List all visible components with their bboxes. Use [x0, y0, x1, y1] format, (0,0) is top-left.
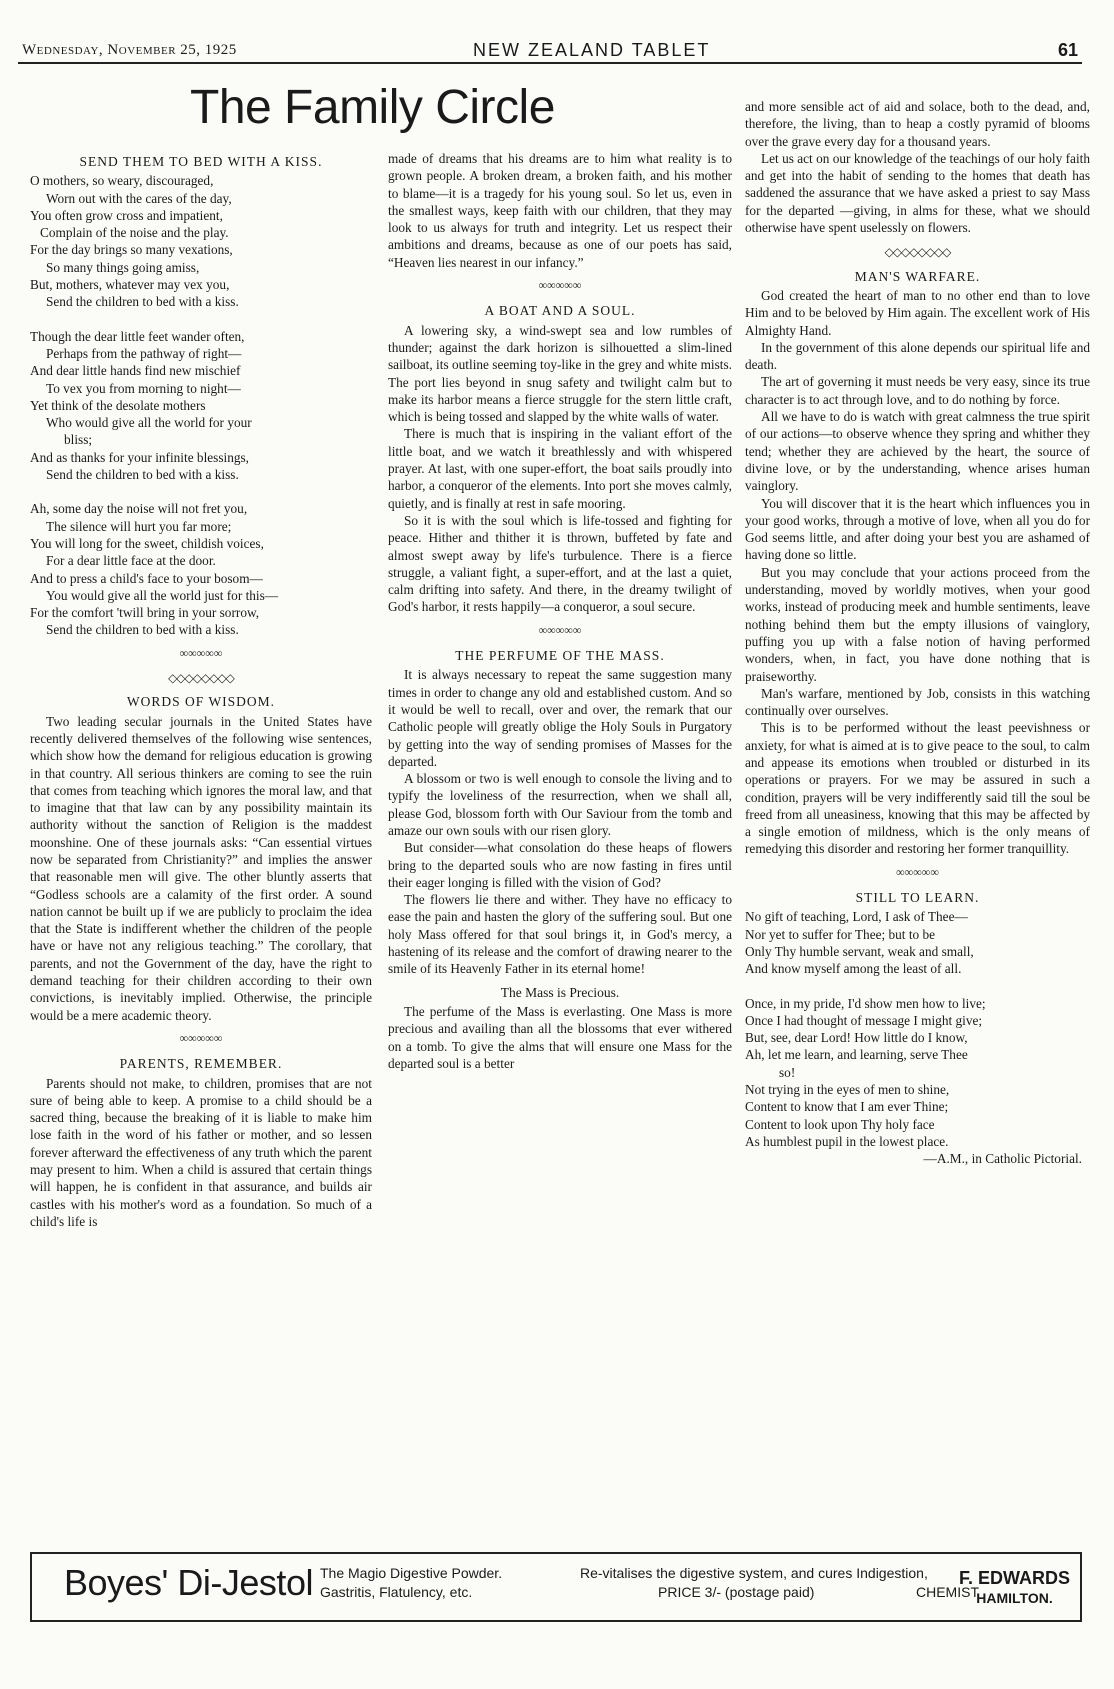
ad-brand: Boyes' Di-Jestol [64, 1562, 313, 1603]
stanza-gap [30, 311, 372, 328]
poem-line: And to press a child's face to your bosom— [30, 570, 263, 586]
article-title-wisdom: WORDS OF WISDOM. [126, 694, 276, 710]
ad-price: PRICE 3/- (postage paid) [658, 1584, 815, 1600]
article-paragraph: The perfume of the Mass is everlasting. One Mass is more precious and availing than all the blossoms that ever withered on a tomb. To give the alms that will ensure one Mass for the departed soul is a better [388, 1003, 732, 1071]
ornament-divider: ∞∞∞∞∞ [896, 864, 939, 879]
ornament-divider: ∞∞∞∞∞ [179, 645, 223, 660]
continued-text: made of dreams that his dreams are to him what reality is to grown people. A broken dream, a broken faith, and his mother to blame—it is a tragedy for his young soul. So let us, even in the smallest ways, keep faith with our children, that they may look to us always for truth and integrity. Let us respect their ambitions and dreams, because as one of our poets has said, “Heaven lies nearest in our infancy.” [388, 151, 732, 270]
stanza-gap [745, 978, 1090, 995]
poem-line: Ah, let me learn, and learning, serve Thee [745, 1047, 968, 1063]
article-paragraph: The art of governing it must needs be very easy, since its true character is to act through love, and to do nothing by force. [745, 374, 1090, 407]
advertisement [30, 1552, 1082, 1622]
poem-line: You would give all the world just for this— [46, 587, 279, 603]
ad-claim-line: Re-vitalises the digestive system, and cures Indigestion, [580, 1565, 928, 1581]
poem-line: Ah, some day the noise will not fret you, [30, 501, 248, 517]
article-paragraph: A blossom or two is well enough to console the living and to typify the loveliness of the resurrection, when we shall all, please God, blossom forth with Our Saviour from the tomb and amaze our own souls with our risen glory. [388, 771, 732, 838]
poem-line: Perhaps from the pathway of right— [46, 345, 242, 361]
poem-line: Yet think of the desolate mothers [30, 397, 206, 413]
ornament-diamonds: ◇◇◇◇◇◇◇◇ [884, 245, 951, 260]
ornament-divider: ∞∞∞∞∞ [538, 622, 582, 637]
poem-send-them-to-bed [30, 172, 372, 638]
page-number: 61 [1057, 40, 1078, 60]
stanza-gap [30, 483, 372, 500]
poem-title: SEND THEM TO BED WITH A KISS. [79, 154, 323, 169]
column-3 [745, 98, 1090, 1168]
ad-description [320, 1564, 502, 1602]
page-header [18, 38, 1082, 64]
poem-line: Nor yet to suffer for Thee; but to be [745, 926, 936, 942]
poem-line: so! [779, 1064, 796, 1080]
poem-line: Send the children to bed with a kiss. [46, 294, 239, 310]
poem-line: You will long for the sweet, childish voices, [30, 535, 264, 551]
ad-chemist-label: CHEMIST [916, 1584, 979, 1600]
column-1 [30, 150, 372, 1230]
article-paragraph: It is always necessary to repeat the same suggestion many times in order to change any old and established custom. And so it would be well to recall, over and over, the remark that our Catholic people will greatly oblige the Holy Souls in Purgatory by getting into the way of sending promises of Masses for the departed. [388, 667, 732, 769]
article-paragraph: God created the heart of man to no other end than to love Him and to be beloved by Him again. The excellent work of His Almighty Hand. [745, 287, 1090, 338]
poem-line: The silence will hurt you far more; [46, 518, 232, 534]
article-paragraph: You will discover that it is the heart which influences you in your good works, through a motive of love, when all you do for God seems little, and after doing your best you are ashamed of having done so little. [745, 495, 1090, 563]
ornament-divider: ∞∞∞∞∞ [538, 278, 582, 293]
article-title-parents: PARENTS, REMEMBER. [119, 1056, 283, 1072]
ad-desc-line: The Magio Digestive Powder. [320, 1565, 503, 1581]
poem-line: Once, in my pride, I'd show men how to live; [745, 995, 986, 1011]
poem-line: Content to look upon Thy holy face [745, 1116, 935, 1132]
ad-merchant [959, 1568, 1070, 1608]
poem-line: Send the children to bed with a kiss. [46, 622, 239, 638]
article-paragraph: Let us act on our knowledge of the teachings of our holy faith and get into the habit of sending to the homes that death has saddened the assurance that we have asked a priest to say Mass for the departed —giving, in alms for these, what we should otherwise have spent uselessly on flowers. [745, 150, 1090, 236]
poem-line: Once I had thought of message I might give; [745, 1012, 983, 1028]
article-text-parents: Parents should not make, to children, promises that are not sure of being able to keep. A promise to a child should be a sacred thing, because the breaking of it is liable to make him lose faith in the word of his father or mother, and so lessen forever afterward the effectiveness of any truth which the parent may present to him. When a child is assured that certain things will happen, he is confident in that assurance, and builds air castles with his mother's word as a foundation. So much of a child's life is [30, 1075, 372, 1229]
poem-line: But, mothers, whatever may vex you, [30, 277, 230, 293]
poem-line: No gift of teaching, Lord, I ask of Thee— [745, 909, 968, 925]
poem-line: Content to know that I am ever Thine; [745, 1099, 949, 1115]
poem-line: Complain of the noise and the play. [40, 225, 229, 241]
article-title-boat: A BOAT AND A SOUL. [484, 303, 636, 319]
ornament-diamonds: ◇◇◇◇◇◇◇◇ [168, 671, 234, 686]
poem-line: You often grow cross and impatient, [30, 207, 223, 223]
article-paragraph: There is much that is inspiring in the valiant effort of the little boat, and we watch it breathlessly and with whispered prayer. At last, with one super-effort, the boat sails proudly into harbor, a conqueror of the elements. Into port she moves calmly, quietly, and is finally at rest in safe mooring. [388, 426, 732, 511]
masthead: NEW ZEALAND TABLET [473, 40, 711, 60]
article-title-mass: THE PERFUME OF THE MASS. [455, 648, 665, 664]
poem-title-learn: STILL TO LEARN. [855, 890, 980, 906]
issue-date: Wednesday, November 25, 1925 [22, 42, 237, 58]
poem-attribution: —A.M., in Catholic Pictorial. [923, 1151, 1082, 1167]
section-title: The Family Circle [190, 81, 555, 134]
poem-line: For a dear little face at the door. [46, 553, 216, 569]
continued-text: and more sensible act of aid and solace, both to the dead, and, therefore, the living, than to heap a costly pyramid of blooms over the grave every day for a thousand years. [745, 99, 1090, 149]
poem-line: For the comfort 'twill bring in your sorrow, [30, 605, 260, 621]
article-paragraph: A lowering sky, a wind-swept sea and low rumbles of thunder; against the dark horizon is silhouetted a slim-lined sailboat, its outline seeming toy-like in the grey and white mists. The port lies beyond in snug safety and twilight calm but to make its harbor means a fierce struggle for the stern little craft, which is being tossed and slapped by the white walls of water. [388, 322, 732, 425]
poem-line: Worn out with the cares of the day, [46, 190, 232, 206]
ornament-divider: ∞∞∞∞∞ [179, 1030, 223, 1045]
poem-line: But, see, dear Lord! How little do I know, [745, 1030, 968, 1046]
ad-desc-line: Gastritis, Flatulency, etc. [320, 1584, 473, 1600]
poem-line: Send the children to bed with a kiss. [46, 467, 239, 483]
ad-merchant-town: HAMILTON. [976, 1590, 1053, 1606]
poem-line: To vex you from morning to night— [46, 380, 241, 396]
article-paragraph: But consider—what consolation do these heaps of flowers bring to the departed souls who are now fasting in fires until their eager longing is filled with the vision of God? [388, 840, 732, 890]
article-paragraph: But you may conclude that your actions proceed from the understanding, moved by worldly motives, when your good works, instead of producing meek and humble sentiments, leave nothing behind them but the empty illusions of vainglory, puffing you up with a false notion of having performed wonders, when, in fact, you have done nothing that is praiseworthy. [745, 564, 1090, 684]
poem-line: Only Thy humble servant, weak and small, [745, 943, 974, 959]
ad-claims [580, 1564, 928, 1602]
poem-line: Who would give all the world for your [46, 415, 252, 431]
poem-line: Not trying in the eyes of men to shine, [745, 1082, 950, 1098]
poem-line: So many things going amiss, [46, 259, 200, 275]
poem-line: And know myself among the least of all. [745, 961, 962, 977]
poem-still-to-learn [745, 908, 1090, 1150]
subheading-precious: The Mass is Precious. [500, 984, 620, 1000]
column-2 [388, 150, 732, 1072]
poem-line: As humblest pupil in the lowest place. [745, 1133, 949, 1149]
poem-line: And as thanks for your infinite blessings, [30, 449, 250, 465]
article-paragraph: Man's warfare, mentioned by Job, consists in this watching continually over ourselves. [745, 685, 1090, 719]
article-paragraph: All we have to do is watch with great calmness the true spirit of our actions—to observe whence they spring and whither they tend; whether they are achieved by the heart, the source of divine love, or by the understanding, whence arises human vainglory. [745, 409, 1090, 494]
article-paragraph: The flowers lie there and wither. They have no efficacy to ease the pain and hasten the glory of the suffering soul. But one holy Mass offered for that soul brings it, in God's mercy, a hastening of its release and the comfort of drawing nearer to the smile of its Heavenly Father in its eternal home! [388, 892, 732, 977]
poem-line: For the day brings so many vexations, [30, 242, 233, 258]
poem-line: bliss; [64, 432, 93, 448]
ad-merchant-name: F. EDWARDS [958, 1568, 1070, 1588]
article-text-wisdom: Two leading secular journals in the United States have recently delivered themselves of the following wise sentences, which show how the demand for religious education is growing in that country. All serious thinkers are coming to see the ruin that comes from teaching which ignores the moral law, and that to imagine that that law can by any possibility maintain its authority without the sanction of Religion is the maddest moonshine. One of these journals asks: “Can essential virtues now be separated from Christianity?” and implies the answer that reasonable men will give. The other bluntly asserts that “Godless schools are a calamity of the first order. A sound nation cannot be built up if we are publicly to proclaim the idea that the State is indifferent whether the children of the people have or have not any religious teaching.” The corollary, that parents, and not the Government of the day, have the right to demand teaching for their children according to their own convictions, is inevitably implied. Otherwise, the principle would be a mere academic theory. [30, 713, 372, 1023]
article-paragraph: So it is with the soul which is life-tossed and fighting for peace. Hither and thither it is thrown, buffeted by fate and almost swept away by life's turbulence. There is a fierce struggle, a valiant fight, a super-effort, and at the last a quiet, calm drifting into safety. And there, in the dreamy twilight of God's harbor, it rests happily—a conqueror, a soul secure. [388, 512, 732, 615]
poem-line: Though the dear little feet wander often, [30, 328, 245, 344]
article-title-warfare: MAN'S WARFARE. [854, 268, 981, 284]
poem-line: And dear little hands find new mischief [30, 363, 241, 379]
article-paragraph: This is to be performed without the least peevishness or anxiety, for what is aimed at is to give peace to the soul, to calm and appease its emotions when troubled or disturbed in its operations or prayers. For we may be assured in such a condition, prayers will be very indifferently said till the soul be freed from all uneasiness, knowing that this may be affected by a single emotion of mildness, which is the only means of remedying this disorder and restoring her former tranquillity. [745, 720, 1090, 857]
article-paragraph: In the government of this alone depends our spiritual life and death. [745, 339, 1090, 373]
poem-line: O mothers, so weary, discouraged, [30, 173, 214, 189]
